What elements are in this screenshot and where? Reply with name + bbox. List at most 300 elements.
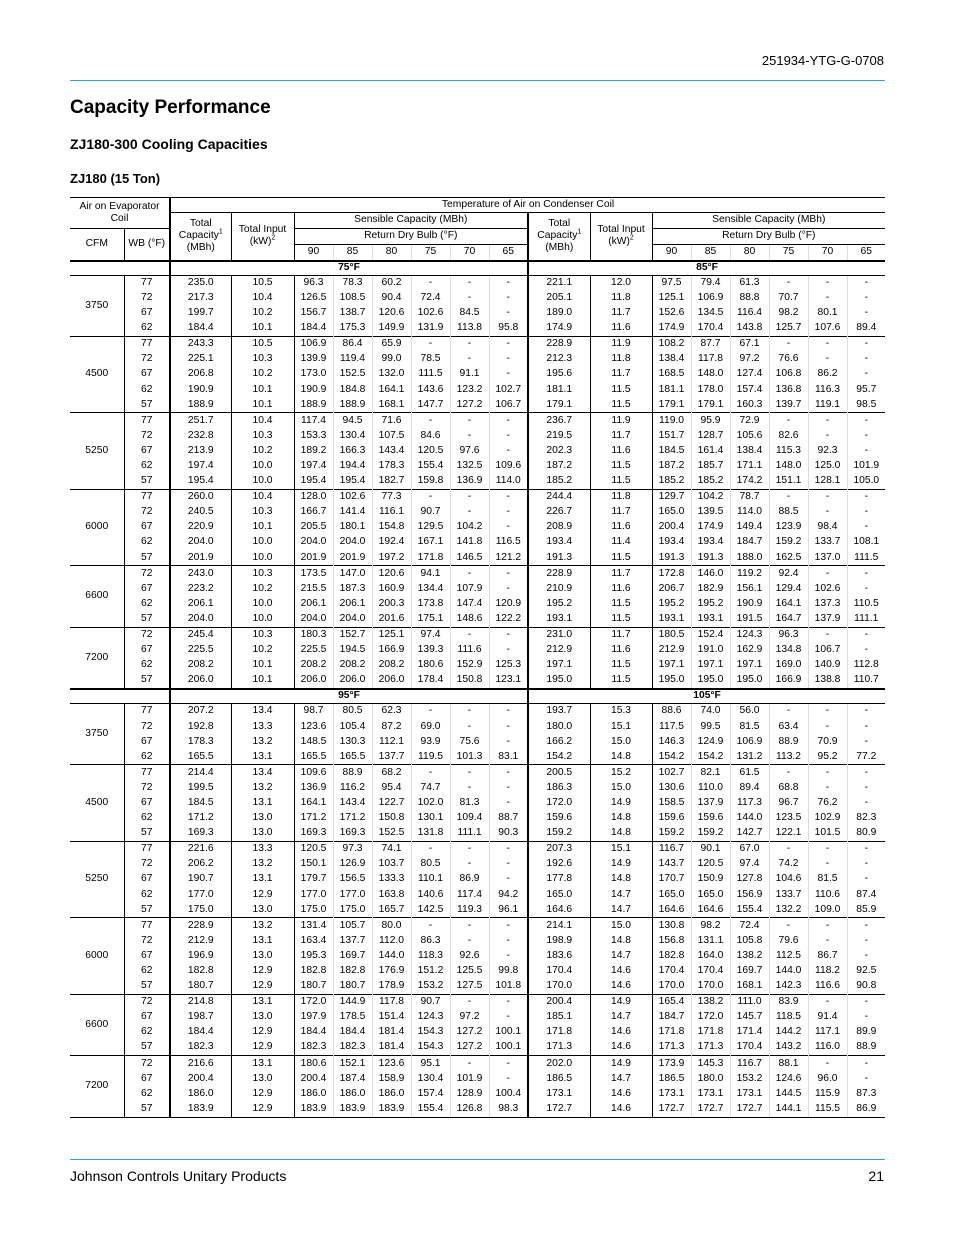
table-cell: 172.7 xyxy=(730,1101,769,1117)
table-cell: 171.1 xyxy=(730,459,769,474)
table-cell: 172.0 xyxy=(691,1010,730,1025)
table-row xyxy=(70,964,885,979)
table-cell: - xyxy=(489,428,528,443)
table-cell: 166.9 xyxy=(372,643,411,658)
table-cell: 182.8 xyxy=(294,964,333,979)
table-cell: 116.6 xyxy=(808,979,847,995)
table-cell: 117.8 xyxy=(372,994,411,1010)
table-cell: - xyxy=(489,367,528,382)
table-cell: - xyxy=(847,933,885,948)
table-cell: 112.0 xyxy=(372,933,411,948)
table-cell: 14.6 xyxy=(590,1025,652,1040)
table-cell: 13.4 xyxy=(231,704,294,720)
table-cell: 142.3 xyxy=(769,979,808,995)
condenser-temp-right: 85°F xyxy=(528,261,885,276)
table-cell: 144.0 xyxy=(730,811,769,826)
table-cell: 137.9 xyxy=(808,612,847,628)
table-cell: 88.5 xyxy=(769,505,808,520)
table-cell: - xyxy=(847,765,885,781)
table-cell: - xyxy=(489,444,528,459)
table-cell: 14.6 xyxy=(590,979,652,995)
table-cell: 204.0 xyxy=(170,612,231,628)
condenser-temp-left: 75°F xyxy=(170,261,528,276)
table-cell: 173.9 xyxy=(652,1056,691,1072)
table-cell: 160.3 xyxy=(730,397,769,413)
table-cell: 106.9 xyxy=(294,336,333,352)
table-cell: 123.1 xyxy=(489,673,528,689)
condenser-temp-header: Temperature of Air on Condenser Coil xyxy=(170,198,885,213)
table-cell: 123.2 xyxy=(450,382,489,397)
table-cell: 72 xyxy=(124,857,170,872)
table-cell: 137.7 xyxy=(333,933,372,948)
table-cell: - xyxy=(489,933,528,948)
table-cell: 143.2 xyxy=(769,1040,808,1056)
table-cell: 195.2 xyxy=(691,596,730,611)
table-cell: 77 xyxy=(124,765,170,781)
table-cell: 134.4 xyxy=(411,581,450,596)
table-cell: 182.8 xyxy=(333,964,372,979)
table-cell: 13.2 xyxy=(231,918,294,934)
table-cell: 152.9 xyxy=(450,658,489,673)
table-cell: 70.7 xyxy=(769,291,808,306)
table-cell: 140.9 xyxy=(808,658,847,673)
table-cell: 89.4 xyxy=(847,321,885,337)
table-cell: 187.2 xyxy=(652,459,691,474)
table-cell: - xyxy=(847,413,885,429)
table-cell: 90.3 xyxy=(489,826,528,842)
table-cell: 100.1 xyxy=(489,1040,528,1056)
table-cell: 11.6 xyxy=(590,520,652,535)
table-cell: 62 xyxy=(124,811,170,826)
table-cell: 79.6 xyxy=(769,933,808,948)
table-cell: 172.7 xyxy=(691,1101,730,1117)
table-cell: 97.5 xyxy=(652,275,691,291)
table-cell: 146.3 xyxy=(652,734,691,749)
table-cell: - xyxy=(847,489,885,505)
header-rule xyxy=(70,80,885,81)
table-cell: 62 xyxy=(124,658,170,673)
table-cell: 204.0 xyxy=(333,535,372,550)
table-cell: 159.2 xyxy=(652,826,691,842)
table-cell: 106.7 xyxy=(489,397,528,413)
table-cell: 81.5 xyxy=(808,872,847,887)
table-cell: 11.5 xyxy=(590,474,652,490)
table-cell: 13.1 xyxy=(231,872,294,887)
table-cell: 117.3 xyxy=(730,796,769,811)
table-cell: 204.0 xyxy=(170,535,231,550)
table-cell: 11.6 xyxy=(590,581,652,596)
table-cell: 113.2 xyxy=(769,749,808,765)
table-cell: 152.1 xyxy=(333,1056,372,1072)
table-cell: 158.9 xyxy=(372,1071,411,1086)
table-cell: 131.4 xyxy=(294,918,333,934)
table-row xyxy=(70,321,885,337)
table-cell: 122.2 xyxy=(489,612,528,628)
table-cell: 14.9 xyxy=(590,796,652,811)
table-cell: 95.7 xyxy=(847,382,885,397)
table-cell: 111.6 xyxy=(450,643,489,658)
table-cell: 180.7 xyxy=(170,979,231,995)
table-cell: 183.9 xyxy=(333,1101,372,1117)
table-cell: 240.5 xyxy=(170,505,231,520)
table-cell: - xyxy=(847,719,885,734)
table-cell: 57 xyxy=(124,397,170,413)
table-cell: 199.5 xyxy=(170,781,231,796)
table-cell: 10.1 xyxy=(231,520,294,535)
table-cell: 130.8 xyxy=(652,918,691,934)
table-cell: 171.8 xyxy=(411,550,450,566)
table-cell: 13.0 xyxy=(231,1010,294,1025)
table-cell: 166.2 xyxy=(528,734,590,749)
table-cell: - xyxy=(847,505,885,520)
table-cell: - xyxy=(489,872,528,887)
table-cell: 206.1 xyxy=(294,596,333,611)
table-cell: 10.3 xyxy=(231,566,294,582)
table-cell: 106.9 xyxy=(730,734,769,749)
table-cell: 177.0 xyxy=(294,887,333,902)
table-cell: 164.7 xyxy=(769,612,808,628)
table-cell: 138.4 xyxy=(730,444,769,459)
table-cell: - xyxy=(769,765,808,781)
table-row xyxy=(70,994,885,1010)
table-cell: - xyxy=(808,291,847,306)
table-cell: 120.6 xyxy=(372,306,411,321)
table-cell: 13.2 xyxy=(231,734,294,749)
table-cell: - xyxy=(847,291,885,306)
table-cell: 119.0 xyxy=(652,413,691,429)
table-cell: 187.3 xyxy=(333,581,372,596)
table-cell: - xyxy=(808,627,847,643)
db-header-right-3: 75 xyxy=(769,245,808,261)
table-cell: 202.3 xyxy=(528,444,590,459)
table-cell: - xyxy=(808,505,847,520)
table-cell: 208.9 xyxy=(528,520,590,535)
table-cell: - xyxy=(450,505,489,520)
table-cell: 68.2 xyxy=(372,765,411,781)
table-cell: - xyxy=(489,566,528,582)
table-cell: - xyxy=(450,566,489,582)
table-cell: 165.0 xyxy=(652,887,691,902)
table-cell: 81.3 xyxy=(450,796,489,811)
table-cell: 14.9 xyxy=(590,994,652,1010)
table-cell: - xyxy=(489,413,528,429)
table-row xyxy=(70,1056,885,1072)
cfm-cell: 6000 xyxy=(70,489,124,565)
table-cell: 178.3 xyxy=(170,734,231,749)
table-cell: 144.9 xyxy=(333,994,372,1010)
table-cell: 191.3 xyxy=(652,550,691,566)
table-cell: 134.5 xyxy=(691,306,730,321)
table-cell: 180.3 xyxy=(294,627,333,643)
table-cell: 148.6 xyxy=(450,612,489,628)
table-cell: - xyxy=(489,918,528,934)
table-cell: 260.0 xyxy=(170,489,231,505)
db-header-right-4: 70 xyxy=(808,245,847,261)
table-cell: 155.4 xyxy=(411,459,450,474)
table-cell: 154.2 xyxy=(652,749,691,765)
table-cell: - xyxy=(489,796,528,811)
table-cell: 119.1 xyxy=(808,397,847,413)
table-cell: 126.9 xyxy=(333,857,372,872)
table-row xyxy=(70,291,885,306)
table-cell: 61.3 xyxy=(730,275,769,291)
table-cell: - xyxy=(489,734,528,749)
table-cell: 72.9 xyxy=(730,413,769,429)
table-cell: 225.5 xyxy=(294,643,333,658)
table-cell: 127.4 xyxy=(730,367,769,382)
table-cell: 99.0 xyxy=(372,352,411,367)
table-cell: 87.3 xyxy=(847,1086,885,1101)
table-cell: 191.5 xyxy=(730,612,769,628)
table-cell: 10.2 xyxy=(231,444,294,459)
table-cell: 181.4 xyxy=(372,1025,411,1040)
table-cell: 96.0 xyxy=(808,1071,847,1086)
table-cell: 170.7 xyxy=(652,872,691,887)
table-cell: 77 xyxy=(124,841,170,857)
table-cell: 72 xyxy=(124,566,170,582)
table-cell: 97.6 xyxy=(450,444,489,459)
table-cell: 126.5 xyxy=(294,291,333,306)
table-cell: 129.7 xyxy=(652,489,691,505)
table-cell: 110.1 xyxy=(411,872,450,887)
table-cell: 202.0 xyxy=(528,1056,590,1072)
table-cell: 57 xyxy=(124,612,170,628)
table-cell: 206.0 xyxy=(372,673,411,689)
table-cell: 147.0 xyxy=(333,566,372,582)
table-cell: 180.5 xyxy=(652,627,691,643)
table-cell: 86.2 xyxy=(808,367,847,382)
table-cell: 96.7 xyxy=(769,796,808,811)
table-cell: 85.9 xyxy=(847,902,885,918)
table-cell: 116.0 xyxy=(808,1040,847,1056)
table-cell: 178.9 xyxy=(372,979,411,995)
table-cell: 101.3 xyxy=(450,749,489,765)
table-cell: - xyxy=(450,781,489,796)
page-number: 21 xyxy=(868,1168,884,1184)
table-cell: 173.1 xyxy=(528,1086,590,1101)
table-cell: - xyxy=(411,704,450,720)
table-cell: 11.7 xyxy=(590,428,652,443)
table-cell: 125.7 xyxy=(769,321,808,337)
table-cell: 12.9 xyxy=(231,1101,294,1117)
table-cell: - xyxy=(489,994,528,1010)
table-cell: - xyxy=(450,933,489,948)
table-cell: 98.2 xyxy=(769,306,808,321)
table-cell: - xyxy=(769,489,808,505)
table-cell: - xyxy=(808,765,847,781)
table-cell: 68.8 xyxy=(769,781,808,796)
table-cell: 214.8 xyxy=(170,994,231,1010)
table-cell: 181.4 xyxy=(372,1040,411,1056)
table-cell: 12.9 xyxy=(231,1025,294,1040)
table-cell: 119.3 xyxy=(450,902,489,918)
table-cell: 97.2 xyxy=(730,352,769,367)
table-cell: - xyxy=(847,566,885,582)
table-cell: - xyxy=(847,734,885,749)
table-cell: 194.5 xyxy=(333,643,372,658)
table-cell: 193.1 xyxy=(652,612,691,628)
table-cell: 172.7 xyxy=(652,1101,691,1117)
table-cell: 102.6 xyxy=(808,581,847,596)
table-cell: 189.2 xyxy=(294,444,333,459)
table-cell: - xyxy=(411,336,450,352)
table-cell: 84.6 xyxy=(411,428,450,443)
table-cell: 14.7 xyxy=(590,949,652,964)
table-cell: 184.7 xyxy=(730,535,769,550)
table-cell: - xyxy=(450,428,489,443)
table-cell: 92.3 xyxy=(808,444,847,459)
table-cell: 123.9 xyxy=(769,520,808,535)
table-cell: 173.0 xyxy=(294,367,333,382)
db-header-left-0: 90 xyxy=(294,245,333,261)
table-row xyxy=(70,643,885,658)
table-cell: 136.8 xyxy=(769,382,808,397)
table-cell: 118.2 xyxy=(808,964,847,979)
table-row xyxy=(70,627,885,643)
table-cell: 165.5 xyxy=(294,749,333,765)
table-cell: 62 xyxy=(124,321,170,337)
table-cell: 80.0 xyxy=(372,918,411,934)
table-cell: 155.4 xyxy=(411,1101,450,1117)
table-cell: 102.7 xyxy=(652,765,691,781)
table-cell: - xyxy=(769,918,808,934)
table-cell: 141.4 xyxy=(333,505,372,520)
table-cell: 184.4 xyxy=(333,1025,372,1040)
table-cell: 10.4 xyxy=(231,291,294,306)
table-cell: 155.4 xyxy=(730,902,769,918)
table-cell: 74.2 xyxy=(769,857,808,872)
table-cell: - xyxy=(450,765,489,781)
wb-header: WB (°F) xyxy=(124,229,170,261)
table-cell: 195.2 xyxy=(652,596,691,611)
table-row xyxy=(70,596,885,611)
table-cell: 162.5 xyxy=(769,550,808,566)
table-cell: 62 xyxy=(124,749,170,765)
table-cell: 193.7 xyxy=(528,704,590,720)
table-cell: - xyxy=(450,336,489,352)
table-cell: 184.4 xyxy=(294,321,333,337)
table-cell: 186.3 xyxy=(528,781,590,796)
table-cell: 195.0 xyxy=(730,673,769,689)
table-cell: 157.4 xyxy=(411,1086,450,1101)
table-cell: 170.4 xyxy=(730,1040,769,1056)
table-row xyxy=(70,612,885,628)
table-cell: 159.2 xyxy=(769,535,808,550)
table-cell: 109.6 xyxy=(294,765,333,781)
table-cell: 197.1 xyxy=(691,658,730,673)
table-cell: - xyxy=(450,291,489,306)
table-cell: - xyxy=(411,918,450,934)
table-cell: 77 xyxy=(124,275,170,291)
table-cell: 15.1 xyxy=(590,841,652,857)
table-cell: 130.4 xyxy=(411,1071,450,1086)
table-cell: - xyxy=(489,627,528,643)
table-cell: 184.4 xyxy=(170,1025,231,1040)
table-cell: 159.6 xyxy=(691,811,730,826)
table-cell: 107.9 xyxy=(450,581,489,596)
table-cell: 156.1 xyxy=(730,581,769,596)
table-cell: 182.8 xyxy=(652,949,691,964)
table-cell: 150.8 xyxy=(372,811,411,826)
table-cell: 125.3 xyxy=(489,658,528,673)
table-cell: 138.2 xyxy=(730,949,769,964)
table-cell: 116.2 xyxy=(333,781,372,796)
table-cell: 153.2 xyxy=(730,1071,769,1086)
table-cell: 12.9 xyxy=(231,979,294,995)
table-cell: - xyxy=(847,872,885,887)
table-cell: 15.0 xyxy=(590,918,652,934)
table-cell: 109.0 xyxy=(808,902,847,918)
table-cell: 138.8 xyxy=(808,673,847,689)
table-cell: 88.9 xyxy=(769,734,808,749)
db-header-left-4: 70 xyxy=(450,245,489,261)
table-cell: 182.3 xyxy=(333,1040,372,1056)
table-cell: 185.7 xyxy=(691,459,730,474)
table-cell: 11.5 xyxy=(590,596,652,611)
table-cell: 14.8 xyxy=(590,811,652,826)
table-cell: 225.1 xyxy=(170,352,231,367)
table-row xyxy=(70,933,885,948)
table-cell: - xyxy=(808,857,847,872)
table-cell: 191.0 xyxy=(691,643,730,658)
table-cell: 102.0 xyxy=(411,796,450,811)
table-cell: 191.3 xyxy=(528,550,590,566)
table-cell: 61.5 xyxy=(730,765,769,781)
table-cell: 195.6 xyxy=(528,367,590,382)
table-cell: 125.1 xyxy=(652,291,691,306)
table-cell: 179.1 xyxy=(691,397,730,413)
table-cell: - xyxy=(489,857,528,872)
table-cell: 195.0 xyxy=(528,673,590,689)
model-heading: ZJ180 (15 Ton) xyxy=(70,171,161,186)
table-cell: 13.1 xyxy=(231,749,294,765)
table-cell: 67 xyxy=(124,1010,170,1025)
table-cell: 14.7 xyxy=(590,902,652,918)
table-row xyxy=(70,949,885,964)
table-cell: 95.2 xyxy=(808,749,847,765)
table-cell: - xyxy=(489,719,528,734)
table-cell: 62 xyxy=(124,535,170,550)
table-cell: 136.9 xyxy=(450,474,489,490)
table-cell: 95.8 xyxy=(489,321,528,337)
table-cell: 143.6 xyxy=(411,382,450,397)
table-cell: - xyxy=(489,949,528,964)
table-cell: 221.1 xyxy=(528,275,590,291)
footer-company: Johnson Controls Unitary Products xyxy=(70,1168,287,1184)
table-cell: 201.6 xyxy=(372,612,411,628)
table-cell: 178.5 xyxy=(333,1010,372,1025)
table-cell: 146.0 xyxy=(691,566,730,582)
table-cell: 13.1 xyxy=(231,796,294,811)
table-cell: 163.8 xyxy=(372,887,411,902)
table-cell: 171.2 xyxy=(333,811,372,826)
table-cell: 169.3 xyxy=(170,826,231,842)
table-cell: 186.0 xyxy=(372,1086,411,1101)
table-cell: - xyxy=(411,413,450,429)
table-cell: 185.2 xyxy=(528,474,590,490)
table-cell: 72.4 xyxy=(730,918,769,934)
table-cell: 182.9 xyxy=(691,581,730,596)
table-cell: 119.2 xyxy=(730,566,769,582)
table-cell: 88.7 xyxy=(489,811,528,826)
table-cell: - xyxy=(489,1071,528,1086)
table-cell: 108.5 xyxy=(333,291,372,306)
table-cell: 188.9 xyxy=(333,397,372,413)
table-cell: 139.3 xyxy=(411,643,450,658)
table-cell: - xyxy=(450,275,489,291)
table-cell: 13.1 xyxy=(231,994,294,1010)
table-cell: 92.6 xyxy=(450,949,489,964)
